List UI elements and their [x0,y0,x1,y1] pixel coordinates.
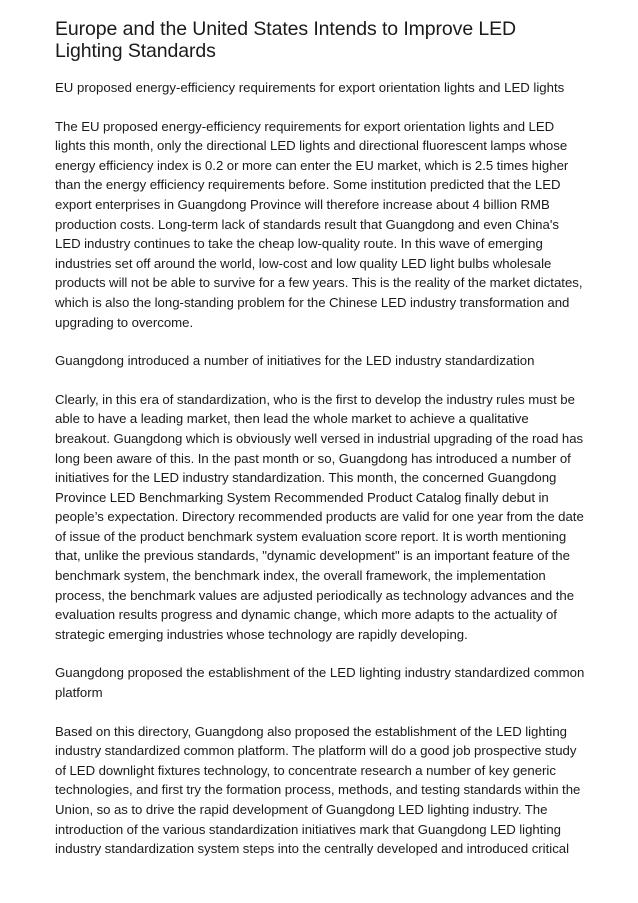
section-body: Clearly, in this era of standardization, who is the first to develop the industry rules must be able to have a leading market, then lead the whole market to achieve a qualitative breakout. Guangdong which is obviously well versed in industrial upgrading of the road has long been aware of this. In the past month or so, Guangdong has introduced a number of initiatives for the LED industry standardization. This month, the concerned Guangdong Province LED Benchmarking System Recommended Product Catalog finally debut in people’s expectation. Directory recommended products are valid for one year from the date of issue of the product benchmark system evaluation score report. It is worth mentioning that, unlike the previous standards, "dynamic development" is an important feature of the benchmark system, the benchmark index, the overall framework, the implementation process, the benchmark values are adjusted periodically as technology advances and the evaluation results progress and dynamic change, which more adapts to the actuality of strategic emerging industries whose technology are rapidly developing. [55,391,584,642]
section-heading: Guangdong introduced a number of initiatives for the LED industry standardization [55,353,535,369]
document-title: Europe and the United States Intends to Improve LED Lighting Standards [55,18,517,62]
section-body: Based on this directory, Guangdong also proposed the establishment of the LED lighting industry standardized common platform. The platform will do a good job prospective study of LED downlight fixtures technology, to concentrate research a number of key generic technologies, and first try the formation process, methods, and testing standards within the Union, so as to drive the rapid development of Guangdong LED lighting industry. The introduction of the various standardization initiatives mark that Guangdong LED lighting industry standardization system steps into the centrally developed and introduced critical [55,723,581,857]
section-body: The EU proposed energy-efficiency requirements for export orientation lights and LED lights this month, only the directional LED lights and directional fluorescent lamps whose energy efficiency index is 0.2 or more can enter the EU market, which is 2.5 times higher than the energy efficiency requirements before. Some institution predicted that the LED export enterprises in Guangdong Province will therefore increase about 4 billion RMB production costs. Long-term lack of standards result that Guangdong and even China's LED industry continues to take the cheap low-quality route. In this wave of emerging industries set off around the world, low-cost and low quality LED light bulbs wholesale products will not be able to survive for a few years. This is the reality of the market dictates, which is also the long-standing problem for the Chinese LED industry transformation and upgrading to overcome. [55,118,583,330]
section-heading: Guangdong proposed the establishment of the LED lighting industry standardized common platform [55,665,585,701]
document-page [55,18,585,878]
section-heading: EU proposed energy-efficiency requirements for export orientation lights and LED lights [55,80,565,95]
